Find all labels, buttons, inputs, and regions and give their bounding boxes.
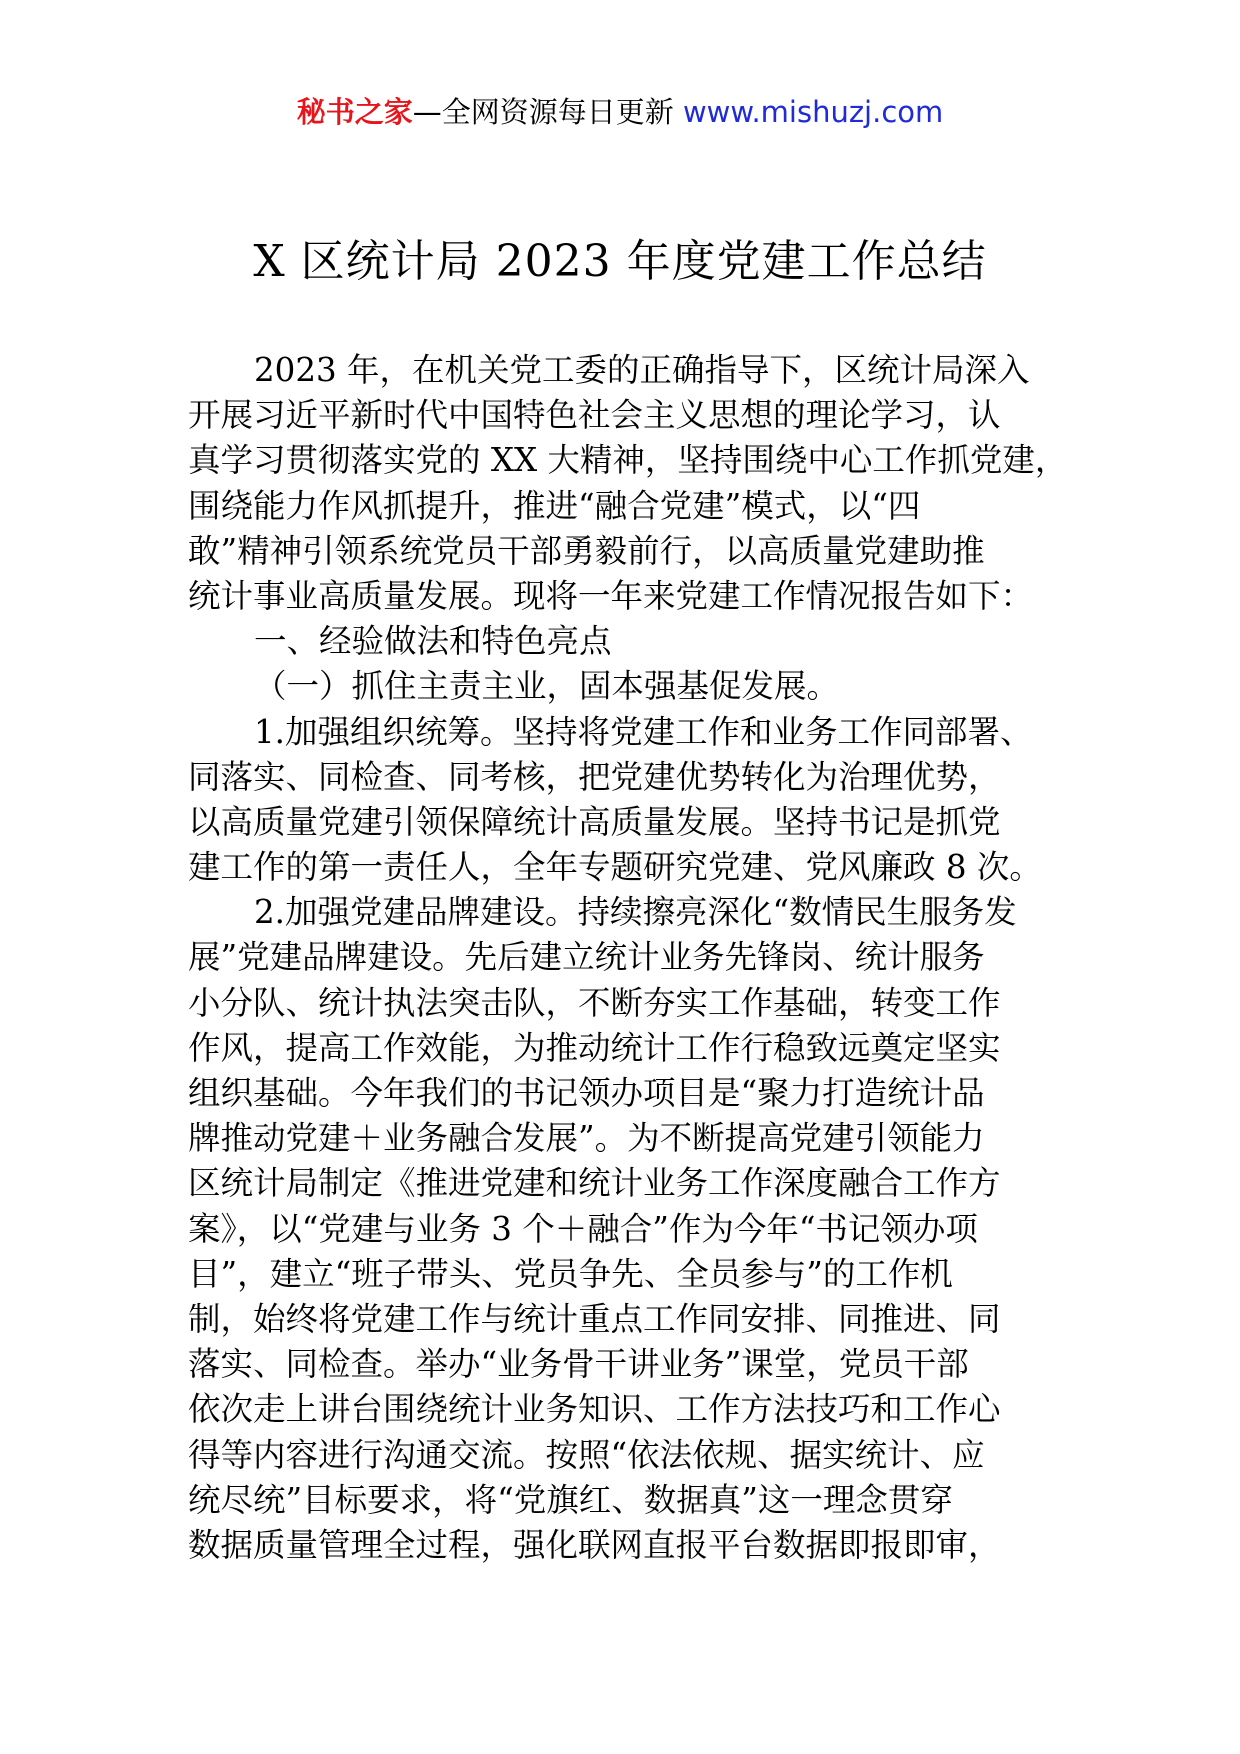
text-line: 小分队、统计执法突击队，不断夯实工作基础，转变工作 xyxy=(188,983,1001,1022)
site-slogan: —全网资源每日更新 xyxy=(412,95,683,129)
document-body xyxy=(188,348,1068,1568)
text-line: 得等内容进行沟通交流。按照“依法依规、据实统计、应 xyxy=(188,1435,985,1474)
text-line: 2.加强党建品牌建设。持续擦亮深化“数情民生服务发 xyxy=(254,893,1017,932)
site-header xyxy=(0,92,1240,132)
text-line: 统计事业高质量发展。现将一年来党建工作情况报告如下： xyxy=(188,576,1034,615)
text-line: 展”党建品牌建设。先后建立统计业务先锋岗、统计服务 xyxy=(188,938,985,977)
text-line: 数据质量管理全过程，强化联网直报平台数据即报即审， xyxy=(188,1525,1001,1564)
text-line: 区统计局制定《推进党建和统计业务工作深度融合工作方 xyxy=(188,1164,1001,1203)
site-brand: 秘书之家 xyxy=(296,95,413,129)
text-line: 组织基础。今年我们的书记领办项目是“聚力打造统计品 xyxy=(188,1074,985,1112)
text-line: 同落实、同检查、同考核，把党建优势转化为治理优势， xyxy=(188,757,1001,796)
text-line: 真学习贯彻落实党的 XX 大精神，坚持围绕中心工作抓党建， xyxy=(188,441,1068,480)
text-line: 制，始终将党建工作与统计重点工作同安排、同推进、同 xyxy=(188,1299,1001,1338)
site-url-link[interactable]: www.mishuzj.com xyxy=(682,95,944,129)
text-line: 1.加强组织统筹。坚持将党建工作和业务工作同部署、 xyxy=(254,712,1033,751)
text-line: 2023 年，在机关党工委的正确指导下，区统计局深入 xyxy=(254,351,1030,389)
text-line: 围绕能力作风抓提升，推进“融合党建”模式，以“四 xyxy=(188,486,921,525)
text-line: 依次走上讲台围绕统计业务知识、工作方法技巧和工作心 xyxy=(188,1390,1001,1429)
text-line: 案》，以“党建与业务 3 个＋融合”作为今年“书记领办项 xyxy=(188,1209,978,1248)
section-heading: 一、经验做法和特色亮点 xyxy=(254,622,612,661)
text-line: 以高质量党建引领保障统计高质量发展。坚持书记是抓党 xyxy=(188,802,1001,841)
text-line: 开展习近平新时代中国特色社会主义思想的理论学习，认 xyxy=(188,396,1001,435)
text-line: 敢”精神引领系统党员干部勇毅前行，以高质量党建助推 xyxy=(188,531,985,570)
document-title: X 区统计局 2023 年度党建工作总结 xyxy=(253,236,987,287)
text-line: 目”，建立“班子带头、党员争先、全员参与”的工作机 xyxy=(188,1254,953,1293)
text-line: 作风，提高工作效能，为推动统计工作行稳致远奠定坚实 xyxy=(188,1028,1001,1067)
text-line: 统尽统”目标要求，将“党旗红、数据真”这一理念贯穿 xyxy=(188,1480,953,1519)
subsection-heading: （一）抓住主责主业，固本强基促发展。 xyxy=(254,667,840,706)
text-line: 建工作的第一责任人，全年专题研究党建、党风廉政 8 次。 xyxy=(188,848,1042,887)
text-line: 落实、同检查。举办“业务骨干讲业务”课堂，党员干部 xyxy=(188,1345,969,1384)
text-line: 牌推动党建＋业务融合发展”。为不断提高党建引领能力 xyxy=(188,1119,985,1158)
